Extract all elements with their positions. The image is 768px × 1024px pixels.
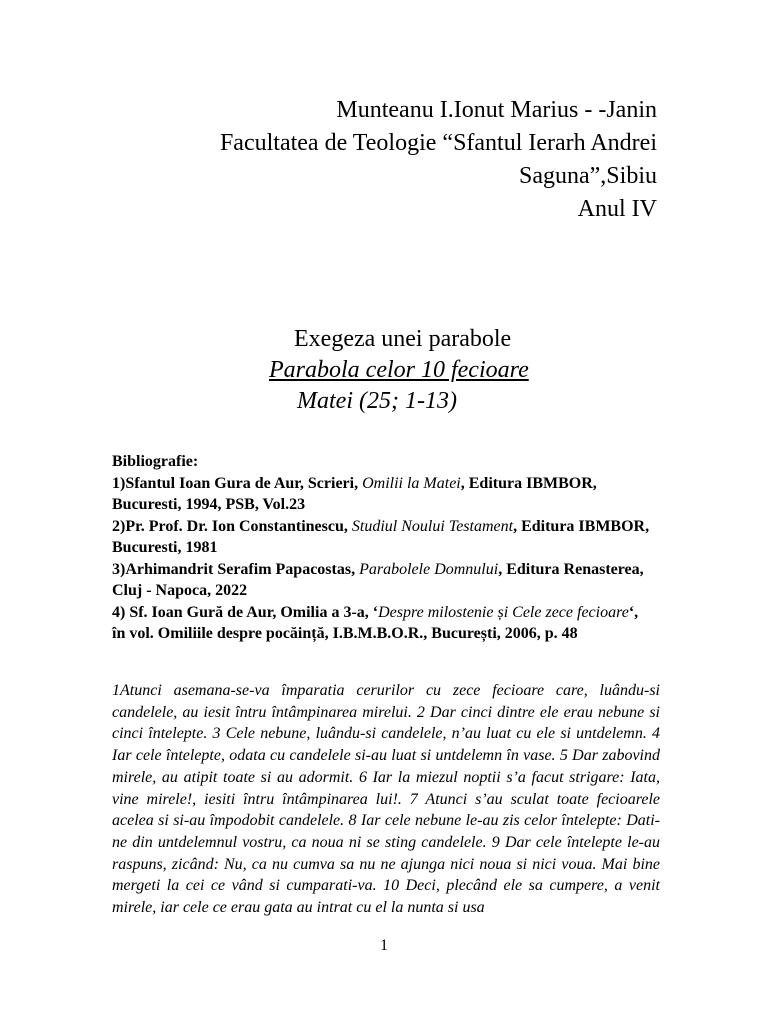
scripture-reference: Matei (25; 1-13) (297, 388, 457, 414)
entry-title: Omilii la Matei (362, 474, 461, 492)
entry-title: Parabolele Domnului (359, 560, 499, 578)
parable-title: Parabola celor 10 fecioare (269, 357, 529, 383)
bibliography-entry (112, 559, 652, 602)
entry-author: 4) Sf. Ioan Gură de Aur, Omilia a 3-a, ‘ (112, 603, 379, 621)
document-title: Exegeza unei parabole (294, 326, 512, 352)
author-name: Munteanu I.Ionut Marius - -Janin (336, 97, 657, 123)
entry-author: 2)Pr. Prof. Dr. Ion Constantinescu, (112, 517, 352, 535)
entry-publisher: , Editura Renasterea, Cluj - Napoca, 2022 (112, 560, 644, 599)
entry-publisher: , Editura IBMBOR, Bucuresti, 1994, PSB, Vol.23 (112, 474, 597, 513)
bibliography (112, 451, 652, 645)
entry-author: 1)Sfantul Ioan Gura de Aur, Scrieri, (112, 474, 363, 492)
entry-title: Despre milostenie și Cele zece fecioare (378, 603, 629, 621)
author-header (220, 94, 657, 226)
entry-publisher: ‘, în vol. Omiliile despre pocăință, I.B.M.B.O.R., București, 2006, p. 48 (112, 603, 639, 642)
page-number: 1 (380, 937, 388, 954)
bibliography-entry (112, 516, 652, 559)
study-year: Anul IV (577, 196, 657, 222)
faculty-line: Facultatea de Teologie “Sfantul Ierarh Andrei (219, 130, 657, 156)
faculty-location: Saguna”,Sibiu (519, 163, 657, 189)
entry-title: Studiul Noului Testament (351, 517, 514, 535)
scripture-passage: 1Atunci asemana-se-va împaratia cerurilor cu zece fecioare care, luându-si candelele, au iesit întru întâmpinarea mirelui. 2 Dar cinci dintre ele erau nebune si cinci întelepte. 3 Cele nebune, luându-si candelele, n’au luat cu ele si untdelemn. 4 Iar cele întelepte, odata cu candelele si-au luat si untdelemn în vase. 5 Dar zabovind mirele, au atipit toate si au adormit. 6 Iar la miezul noptii s’a facut strigare: Iata, vine mirele!, iesiti întru întâmpinarea lui!. 7 Atunci s’au sculat toate fecioarele acelea si si-au împodobit candelele. 8 Iar cele nebune le-au zis celor întelepte: Dati-ne din untdelemnul vostru, ca noua ni se sting candelele. 9 Dar cele întelepte le-au raspuns, zicând: Nu, ca nu cumva sa nu ne ajunga nici noua si nici voua. Mai bine mergeti la cei ce vând si cumparati-va. 10 Deci, plecând ele sa cumpere, a venit mirele, iar cele ce erau gata au intrat cu el la nunta si usa (112, 682, 660, 917)
entry-publisher: , Editura IBMBOR, Bucuresti, 1981 (112, 517, 650, 556)
bibliography-entry (112, 473, 652, 516)
entry-author: 3)Arhimandrit Serafim Papacostas, (112, 560, 360, 578)
bibliography-entry (112, 602, 652, 645)
bibliography-heading: Bibliografie: (112, 453, 199, 470)
